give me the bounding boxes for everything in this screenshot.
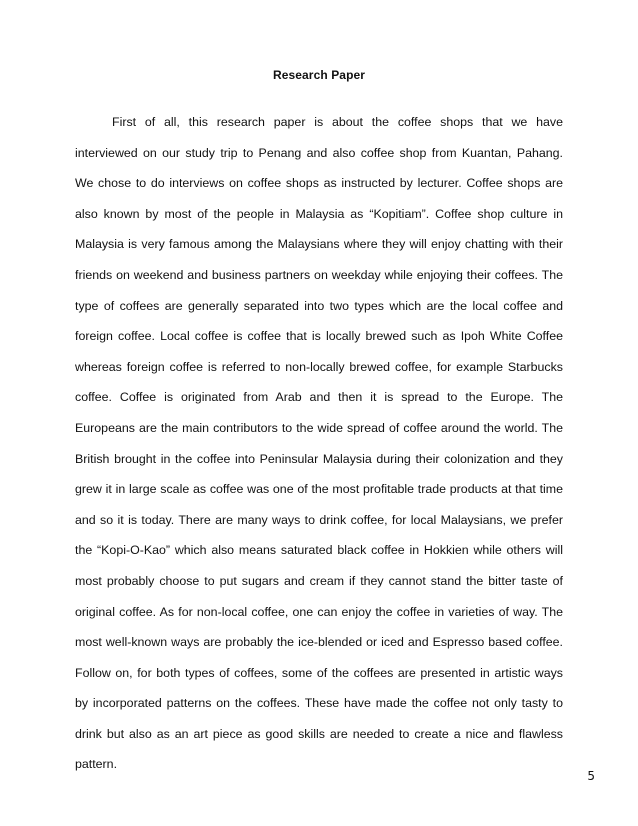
paragraph-line: by incorporated patterns on the coffees. These have made the coffee not only tasty to: [75, 696, 563, 711]
paragraph-line: pattern.: [75, 757, 118, 772]
page-title: Research Paper: [272, 68, 366, 82]
paragraph-line: First of all, this research paper is about the coffee shops that we have: [112, 115, 563, 129]
paragraph-line: whereas foreign coffee is referred to non-locally brewed coffee, for example Starbucks: [75, 359, 563, 374]
paragraph-line: type of coffees are generally separated into two types which are the local coffee and: [75, 298, 563, 313]
paragraph-line: also known by most of the people in Malaysia as “Kopitiam”. Coffee shop culture in: [75, 206, 563, 221]
paragraph-line: grew it in large scale as coffee was one of the most profitable trade products at that time: [75, 482, 563, 497]
paragraph-line: most probably choose to put sugars and cream if they cannot stand the bitter taste of: [75, 573, 563, 588]
paragraph-line: Follow on, for both types of coffees, some of the coffees are presented in artistic ways: [75, 665, 563, 680]
paragraph-line: most well-known ways are probably the ice-blended or iced and Espresso based coffee.: [75, 635, 563, 650]
page-number: 5: [587, 769, 595, 783]
paragraph-line: Europeans are the main contributors to the wide spread of coffee around the world. The: [75, 420, 563, 435]
paragraph-line: Malaysia is very famous among the Malaysians where they will enjoy chatting with their: [75, 237, 563, 252]
paragraph-line: interviewed on our study trip to Penang and also coffee shop from Kuantan, Pahang.: [75, 145, 563, 160]
paragraph-line: coffee. Coffee is originated from Arab and then it is spread to the Europe. The: [75, 390, 563, 405]
paragraph-line: the “Kopi-O-Kao” which also means saturated black coffee in Hokkien while others will: [75, 543, 563, 558]
paragraph-line: We chose to do interviews on coffee shops as instructed by lecturer. Coffee shops are: [75, 176, 563, 191]
paragraph-line: original coffee. As for non-local coffee, one can enjoy the coffee in varieties of way. The: [75, 604, 563, 619]
paragraph-line: friends on weekend and business partners on weekday while enjoying their coffees. The: [75, 267, 563, 282]
paragraph-line: British brought in the coffee into Peninsular Malaysia during their colonization and they: [75, 451, 563, 466]
body-paragraph: [75, 114, 563, 787]
paragraph-line: and so it is today. There are many ways to drink coffee, for local Malaysians, we prefer: [75, 512, 563, 527]
paragraph-line: drink but also as an art piece as good skills are needed to create a nice and flawless: [75, 726, 563, 741]
paragraph-line: foreign coffee. Local coffee is coffee that is locally brewed such as Ipoh White Coffee: [75, 329, 563, 344]
